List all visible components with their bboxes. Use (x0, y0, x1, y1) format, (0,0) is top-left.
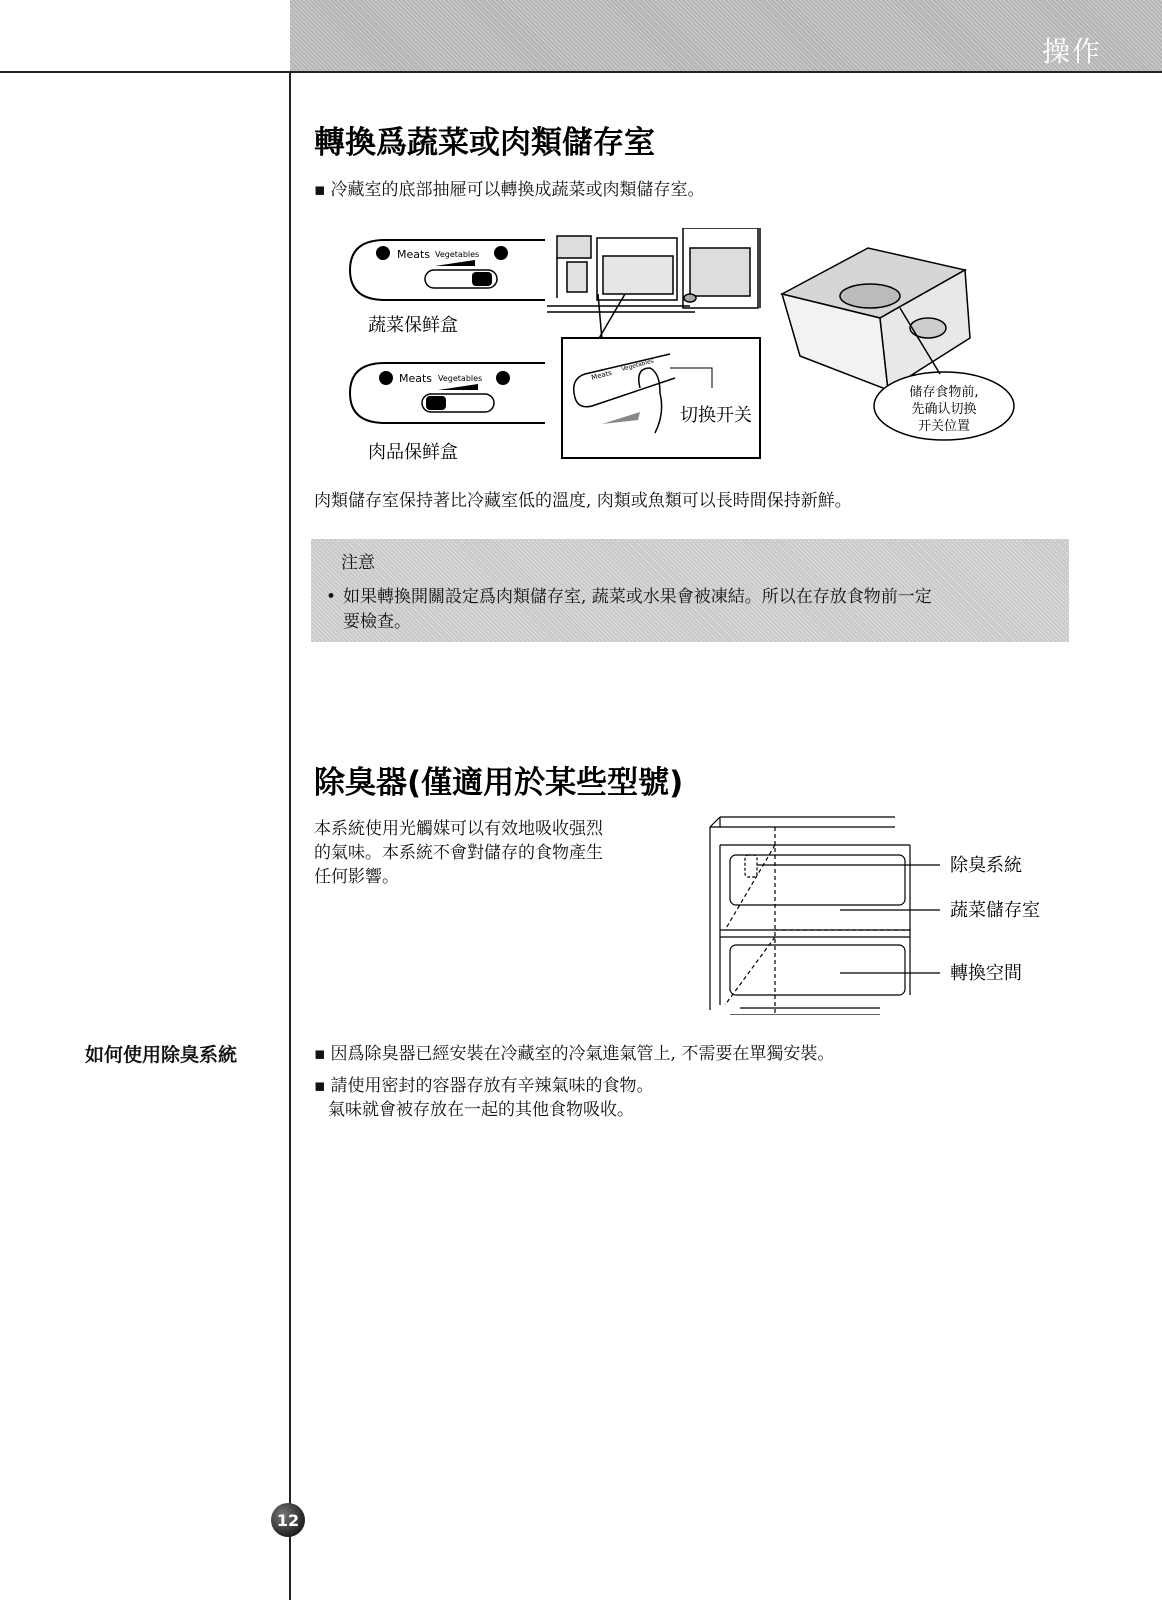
notice-bullet-marker: • (326, 587, 337, 607)
howto-label: 如何使用除臭系統 (85, 1044, 238, 1066)
section2-title: 除臭器(僅適用於某些型號) (314, 765, 684, 801)
notice-line2: 要檢查。 (343, 612, 411, 632)
howto-bullet2-line1: ▪ 請使用密封的容器存放有辛辣氣味的食物。 (314, 1074, 654, 1098)
meat-dial-panel (350, 363, 545, 423)
section-title: 操作 (1041, 35, 1102, 68)
header-rule (0, 71, 1162, 73)
convertible-drawer-illustration (340, 228, 1040, 468)
drawer-illustration (782, 248, 970, 390)
svg-text:开关位置: 开关位置 (917, 419, 971, 434)
meat-box-label: 肉品保鲜盒 (368, 442, 458, 463)
veg-dial-panel (350, 240, 545, 300)
fridge-closeup (547, 228, 760, 312)
vegetable-storage-label: 蔬菜儲存室 (950, 900, 1040, 921)
svg-text:储存食物前,: 储存食物前, (909, 385, 979, 400)
svg-text:Meats: Meats (399, 372, 433, 385)
svg-text:Meats: Meats (590, 368, 613, 382)
switch-closeup (562, 338, 760, 458)
notice-heading: 注意 (341, 553, 375, 573)
switch-label: 切换开关 (680, 405, 752, 426)
svg-text:先确认切换: 先确认切换 (911, 402, 977, 417)
notice-line1: 如果轉換開關設定爲肉類儲存室, 蔬菜或水果會被凍結。所以在存放食物前一定 (343, 587, 932, 607)
section2-para-line3: 任何影響。 (314, 867, 399, 887)
deodorizer-label: 除臭系統 (950, 855, 1022, 876)
section2-para-line2: 的氣味。本系統不會對儲存的食物產生 (314, 843, 603, 863)
notice-box (311, 539, 1069, 642)
svg-text:Vegetables: Vegetables (435, 250, 480, 259)
svg-text:Vegetables: Vegetables (438, 374, 483, 383)
howto-bullet1: ▪ 因爲除臭器已經安裝在冷藏室的冷氣進氣管上, 不需要在單獨安裝。 (314, 1042, 834, 1066)
section1-title: 轉換爲蔬菜或肉類儲存室 (314, 125, 655, 161)
section1-intro: ▪ 冷藏室的底部抽屜可以轉換成蔬菜或肉類儲存室。 (314, 178, 705, 202)
deodorizer-diagram (700, 815, 1080, 1015)
page-number: 12 (271, 1503, 305, 1537)
svg-text:Vegetables: Vegetables (620, 357, 655, 373)
howto-bullet2-line2: 氣味就會被存放在一起的其他食物吸收。 (328, 1100, 634, 1120)
margin-rule (289, 72, 291, 1600)
veg-box-label: 蔬菜保鲜盒 (368, 315, 458, 336)
section1-description: 肉類儲存室保持著比冷藏室低的溫度, 肉類或魚類可以長時間保持新鮮。 (314, 491, 852, 511)
header-band (290, 0, 1162, 72)
conversion-space-label: 轉換空間 (950, 963, 1022, 984)
svg-text:Meats: Meats (397, 248, 431, 261)
section2-para-line1: 本系統使用光觸媒可以有效地吸收强烈 (314, 819, 603, 839)
